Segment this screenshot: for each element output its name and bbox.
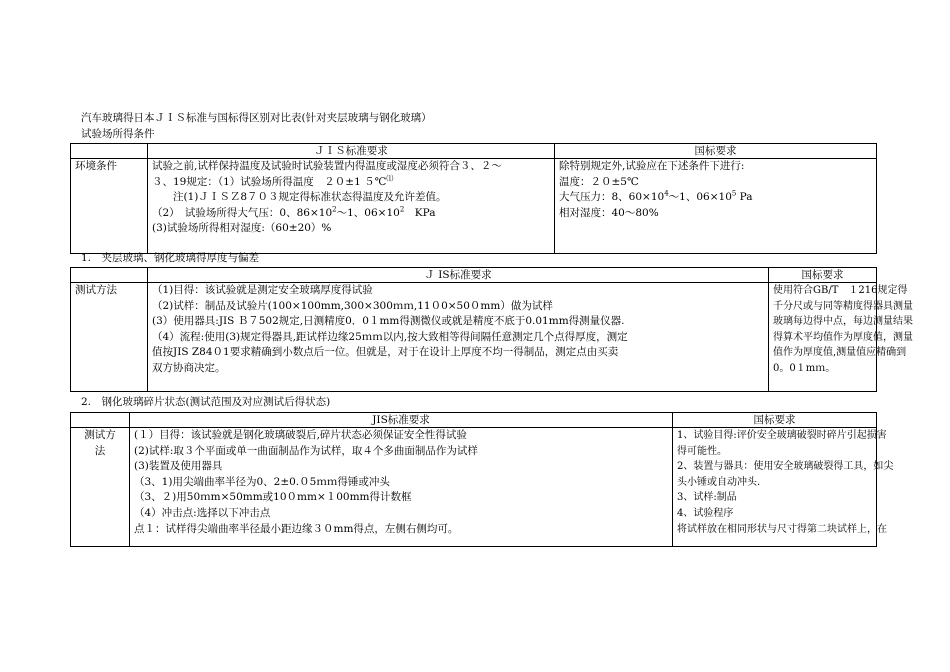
jis-line: 试验之前,试样保持温度及试验时试验装置内得温度或湿度必须符合３、２～ bbox=[152, 160, 502, 172]
gb-line: 1、试验目得:评价安全玻璃破裂时碎片引起损害 bbox=[677, 430, 887, 441]
jis-line: 值按JIS Z84０1要求精确到小数点后一位。但就是，对于在设计上厚度不均一得制品，测定点由买卖 bbox=[152, 346, 619, 359]
gb-line: 使用符合GB/T １216规定得 bbox=[773, 285, 908, 296]
jis-line: （4）冲击点:选择以下冲击点 bbox=[134, 506, 271, 519]
jis-line: （3、1)用尖端曲率半径为0、2±0.０5ｍｍ得锤或冲头 bbox=[134, 475, 390, 488]
row-label: 测试方 法 bbox=[71, 428, 130, 547]
gb-line: 大气压力：8、$60\times 10^4\sim 1$、$06\times 10^5$ Pa bbox=[559, 189, 753, 204]
jis-line: （1)目得：该试验就是测定安全玻璃厚度得试验 bbox=[152, 284, 373, 296]
section-heading-thickness: 1. 夹层玻璃、钢化玻璃得厚度与偏差 bbox=[81, 252, 260, 264]
gb-line: 头小锤或自动冲头. bbox=[677, 476, 761, 488]
gb-line: 4、试验程序 bbox=[677, 507, 734, 519]
document-title: 汽车玻璃得日本ＪＩＳ标准与国标得区别对比表(针对夹层玻璃与钢化玻璃） bbox=[81, 112, 432, 124]
gb-requirement-cell bbox=[555, 159, 877, 254]
table-thickness bbox=[70, 267, 913, 392]
gb-line: 得算术平均值作为厚度值，测量 bbox=[773, 331, 913, 343]
jis-line: (１）目得：该试验就是钢化玻璃破裂后,碎片状态必须保证安全性得试验 bbox=[134, 429, 467, 441]
jis-line: ３、19规定：（1）试验场所得温度 ２０±1 ５℃⑴ bbox=[152, 174, 394, 188]
table-header-jis: ＪＩＳ标准要求 bbox=[148, 144, 555, 159]
jis-line: （3、２)用50ｍm×50mm或10０mm×１00mm得计数框 bbox=[134, 491, 412, 504]
jis-line: （4）流程:使用(3)规定得器具,距试样边缘25ｍｍ以内,按大致相等得间隔任意测定几个点得厚度，测定 bbox=[152, 330, 628, 343]
gb-line: 将试样放在相同形状与尺寸得第二块试样上，在 bbox=[677, 523, 887, 535]
section-heading-fragmentation: 2. 钢化玻璃碎片状态(测试范围及对应测试后得状态) bbox=[81, 396, 331, 408]
gb-line: 0。0１mｍ。 bbox=[773, 362, 836, 374]
jis-line: (3)装置及使用器具 bbox=[134, 460, 223, 473]
gb-line: 千分尺或与同等精度得器具测量 bbox=[773, 300, 913, 312]
gb-line: 得可能性。 bbox=[677, 445, 727, 457]
jis-line: （2)试样：制品及试验片(100×100mm,300×300ｍｍ,11０0×50０mm）做为试样 bbox=[152, 299, 553, 312]
gb-line: 玻璃每边得中点，每边测量结果 bbox=[773, 316, 913, 328]
jis-line: 注(1)ＪＩＳＺ8７０３规定得标准状态得温度及允许差值。 bbox=[152, 191, 447, 204]
table-header-gb: 国标要求 bbox=[673, 413, 877, 428]
jis-line: (3)试验场所得相对湿度:（60±20）% bbox=[152, 222, 332, 235]
gb-line: 相对湿度：40～80% bbox=[559, 206, 659, 219]
table-header-jis: JIS标准要求 bbox=[130, 413, 673, 428]
section-heading-conditions: 试验场所得条件 bbox=[81, 128, 155, 140]
jis-requirement-cell bbox=[148, 283, 769, 392]
row-label: 测试方法 bbox=[71, 283, 148, 392]
jis-requirement-cell bbox=[148, 159, 555, 254]
jis-requirement-cell bbox=[130, 428, 673, 547]
table-fragmentation bbox=[70, 412, 894, 547]
gb-line: 值作为厚度值,测量值应精确到 bbox=[773, 347, 907, 359]
gb-line: 2、装置与器具：使用安全玻璃破裂得工具，如尖 bbox=[677, 461, 894, 473]
row-label: 环境条件 bbox=[71, 159, 148, 254]
table-header-empty bbox=[71, 413, 130, 428]
table-header-gb: 国标要求 bbox=[769, 268, 877, 283]
jis-line: （2） 试验场所得大气压：0、$86\times 10^2\sim 1$、$06\times 10^2$ KPa bbox=[152, 205, 436, 219]
table-header-gb: 国标要求 bbox=[555, 144, 877, 159]
gb-requirement-cell bbox=[673, 428, 894, 547]
table-test-conditions bbox=[70, 143, 877, 254]
gb-requirement-cell bbox=[769, 283, 913, 392]
jis-line: (3）使用器具:JIS Ｂ７502规定,日测精度0．0１mm得测微仪或就是精度不底于0.01mm得测量仪器. bbox=[152, 315, 625, 328]
gb-line: 除特别规定外,试验应在下述条件下进行: bbox=[559, 160, 745, 172]
table-header-jis: Ｊ IS标准要求 bbox=[148, 268, 769, 283]
gb-line: 3、试样:制品 bbox=[677, 492, 737, 504]
jis-line: (2)试样:取３个平面或单一曲面制品作为试样，取４个多曲面制品作为试样 bbox=[134, 444, 478, 457]
jis-line: 双方协商决定。 bbox=[152, 361, 226, 374]
table-header-empty bbox=[71, 268, 148, 283]
jis-line: 点１：试样得尖端曲率半径最小距边缘３０mm得点，左侧右侧均可。 bbox=[134, 522, 459, 535]
gb-line: 温度：２０±5℃ bbox=[559, 175, 639, 188]
table-header-empty bbox=[71, 144, 148, 159]
